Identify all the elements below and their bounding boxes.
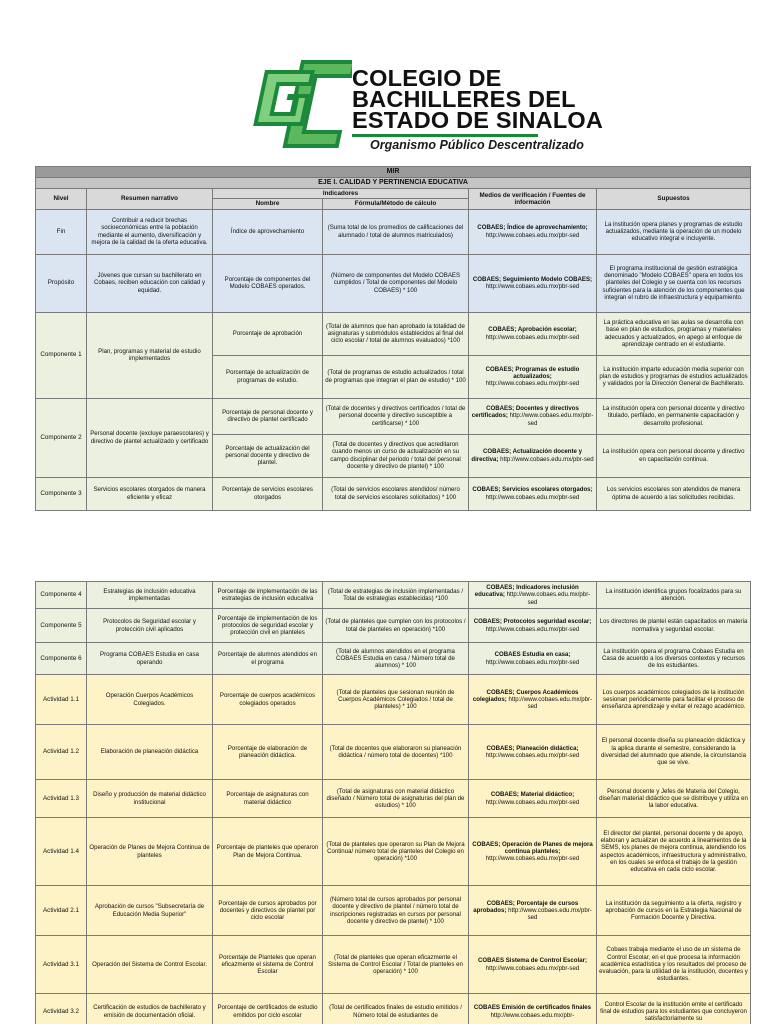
cell-resumen: Operación Cuerpos Académicos Colegiados.: [87, 675, 213, 725]
medios-source: COBAES; Material didáctico;: [490, 791, 575, 799]
medios-url: http://www.cobaes.edu.mx/pbr-sed: [485, 333, 580, 341]
medios-url: http://www.cobaes.edu.mx/pbr-sed: [485, 855, 580, 863]
cell-medios: [469, 609, 597, 643]
medios-url: http://www.cobaes.edu.mx/pbr-sed: [485, 493, 580, 501]
medios-source: COBAES; Cuerpos Académicos colegiados;: [472, 688, 579, 703]
medios-source: COBAES; Indicadores inclusión educativa;: [474, 584, 579, 599]
cell-nombre: Porcentaje de personal docente y directivo de plantel certificado: [213, 398, 323, 434]
cell-nivel: Actividad 1.3: [36, 780, 87, 818]
cell-resumen: Programa COBAES Estudia en casa operando: [87, 643, 213, 675]
table-row: [36, 886, 751, 936]
medios-url: http://www.cobaes.edu.mx/pbr-sed: [485, 625, 580, 633]
logo-wordmark: [352, 65, 604, 133]
table-row: [36, 477, 751, 510]
table-row: [36, 609, 751, 643]
cell-nombre: Porcentaje de alumnos atendidos en el programa: [213, 643, 323, 675]
cell-resumen: Operación de Planes de Mejora Continua de planteles: [87, 818, 213, 886]
medios-source: COBAES Emisión de certificados finales: [473, 1004, 592, 1012]
cell-resumen: Plan, programas y material de estudio implementados: [87, 312, 213, 398]
cell-supuestos: La institución da seguimiento a la oferta, registro y aprobación de cursos en la Estrategia Nacional de Formación Docente y Directiva.: [597, 886, 751, 936]
cell-supuestos: La institución opera con personal docente y directivo en capacitación continua.: [597, 434, 751, 477]
cell-nombre: Porcentaje de actualización del personal docente y directivo de plantel.: [213, 434, 323, 477]
medios-source: COBAES Sistema de Control Escolar;: [477, 957, 588, 965]
cell-nombre: Porcentaje de implementación de los protocolos de seguridad escolar y protección civil en planteles: [213, 609, 323, 643]
medios-url: http://www.cobaes.edu.mx/pbr-sed: [485, 231, 580, 239]
cell-nombre: Porcentaje de cuerpos académicos colegiados operados: [213, 675, 323, 725]
cell-medios: [469, 582, 597, 609]
cell-nivel: Actividad 2.1: [36, 886, 87, 936]
table-row: [36, 643, 751, 675]
table-row: [36, 675, 751, 725]
cell-resumen: Operación del Sistema de Control Escolar.: [87, 936, 213, 994]
logo-line-1: COLEGIO DE: [352, 65, 502, 91]
cell-formula: (Total de docentes y directivos certificados / total de personal docente y directivo susceptible a certificarse) * 100: [323, 398, 469, 434]
cobaes-logo-icon: [248, 56, 352, 152]
cell-medios: [469, 780, 597, 818]
cell-supuestos: El programa institucional de gestión estratégica denominado "Modelo COBAES" opera en todos los planteles del Colegio y se cuenta con los recursos suficientes para la atención de los componentes que integran el rubro de infraestructura y equipamiento.: [597, 254, 751, 312]
medios-url: http://www.cobaes.edu.mx/pbr-sed: [506, 591, 591, 606]
cell-nombre: Porcentaje de aprobación: [213, 312, 323, 355]
table-row: [36, 312, 751, 355]
cell-supuestos: La institución opera planes y programas de estudio actualizados, mediante la operación de un modelo educativo integral e incluyente.: [597, 209, 751, 254]
cell-formula: (Suma total de los promedios de calificaciones del alumnado / total de alumnos matriculados): [323, 209, 469, 254]
cell-formula: (Total de docentes y directivos que acreditaron cuando menos un curso de actualización en su campo disciplinar del periodo / total del personal docente y directivo de plantel) * 100: [323, 434, 469, 477]
cell-medios: [469, 936, 597, 994]
cell-medios: [469, 209, 597, 254]
cell-nombre: Porcentaje de certificados de estudio emitidos por ciclo escolar: [213, 994, 323, 1024]
medios-source: COBAES; Protocolos seguridad escolar;: [473, 618, 592, 626]
medios-source: COBAES; Índice de aprovechamiento;: [477, 224, 588, 232]
cell-formula: (Total de servicios escolares atendidos/ número total de servicios escolares solicitados) * 100: [323, 477, 469, 510]
cell-resumen: Jóvenes que cursan su bachillerato en Cobaes, reciben educación con calidad y equidad.: [87, 254, 213, 312]
cell-supuestos: Cobaes trabaja mediante el uso de un sistema de Control Escolar, en el que procesa la información académica estadística y los resultados del proceso de evaluación, para la utilidad de la institución, docentes y estudiantes.: [597, 936, 751, 994]
table-row: [36, 582, 751, 609]
cell-supuestos: El personal docente diseña su planeación didáctica y la aplica durante el semestre, considerando la diversidad del alumnado que atiende, la circunstancia que se vive.: [597, 725, 751, 780]
medios-source: COBAES; Seguimiento Modelo COBAES;: [472, 275, 593, 283]
cell-nombre: Porcentaje de elaboración de planeación didáctica.: [213, 725, 323, 780]
cell-formula: (Total de alumnos atendidos en el programa COBAES Estudia en casa / Número total de alumnos) * 100: [323, 643, 469, 675]
cell-medios: [469, 994, 597, 1024]
cell-medios: [469, 355, 597, 398]
cell-formula: (Total de planteles que operaron su Plan de Mejora Continua/ número total de planteles del Colegio en operación) *100: [323, 818, 469, 886]
cell-nivel: Actividad 1.4: [36, 818, 87, 886]
cell-resumen: Elaboración de planeación didáctica: [87, 725, 213, 780]
table-row: [36, 818, 751, 886]
medios-url: http://www.cobaes.edu.mx/pbr-sed: [485, 964, 580, 972]
medios-source: COBAES; Programas de estudio actualizados;: [485, 365, 580, 380]
cell-medios: [469, 312, 597, 355]
cell-nivel: Componente 6: [36, 643, 87, 675]
col-resumen: Resumen narrativo: [87, 189, 213, 210]
cell-supuestos: La institución imparte educación media superior con plan de estudios y programas de estudios actualizados y validados por la Dirección General de Bachillerato.: [597, 355, 751, 398]
col-nivel: Nivel: [36, 189, 87, 210]
cell-formula: (Total de programas de estudio actualizados / total de programas que integran el plan de estudio) * 100: [323, 355, 469, 398]
col-nombre: Nombre: [213, 199, 323, 209]
cell-medios: [469, 725, 597, 780]
medios-source: COBAES; Servicios escolares otorgados;: [472, 486, 593, 494]
cell-nombre: Porcentaje de servicios escolares otorgados: [213, 477, 323, 510]
cell-nivel: Componente 2: [36, 398, 87, 477]
table-row: [36, 725, 751, 780]
medios-url: http://www.cobaes.edu.mx/pbr-sed: [485, 380, 580, 388]
medios-source: COBAES; Docentes y directivos certificados;: [471, 405, 579, 420]
cell-medios: [469, 398, 597, 434]
medios-url: http://www.cobaes.edu.mx/pbr-sed: [500, 455, 594, 463]
cell-nombre: Porcentaje de implementación de las estrategias de inclusión educativa: [213, 582, 323, 609]
cell-formula: (Número de componentes del Modelo COBAES cumplidos / Total de componentes del Modelo COBAES) * 100: [323, 254, 469, 312]
medios-url: http://www.cobaes.edu.mx/pbr-sed: [485, 798, 580, 806]
cell-nivel: Actividad 1.2: [36, 725, 87, 780]
cell-formula: (Total de planteles que sesionan reunión de Cuerpos Académicos Colegiados / total de planteles) * 100: [323, 675, 469, 725]
logo-subtitle: Organismo Público Descentralizado: [370, 138, 584, 152]
cell-nivel: Componente 1: [36, 312, 87, 398]
cell-medios: [469, 675, 597, 725]
cell-supuestos: Personal docente y Jefes de Materia del Colegio, diseñan material didáctico que se distribuye y utiliza en la labor educativa.: [597, 780, 751, 818]
cell-nombre: Porcentaje de planteles que operaron Plan de Mejora Continua.: [213, 818, 323, 886]
medios-url: http://www.cobaes.edu.mx/pbr-sed: [485, 752, 580, 759]
table-row: [36, 994, 751, 1024]
cell-nombre: Porcentaje de actualización de programas de estudio.: [213, 355, 323, 398]
cell-resumen: Servicios escolares otorgados de manera eficiente y eficaz: [87, 477, 213, 510]
cell-supuestos: Los servicios escolares son atendidos de manera óptima de acuerdo a las solicitudes recibidas.: [597, 477, 751, 510]
cell-supuestos: La institución opera el programa Cobaes Estudia en Casa de acuerdo a los diversos contextos y recursos de los estudiantes.: [597, 643, 751, 675]
cell-nombre: Porcentaje de componentes del Modelo COBAES operados.: [213, 254, 323, 312]
cell-formula: (Total de alumnos que han aprobado la totalidad de asignaturas y submódulos establecidos al final del ciclo escolar / total de alumnos evaluados) *100: [323, 312, 469, 355]
page-header: [0, 50, 768, 160]
medios-url: http://www.cobaes.edu.mx/pbr-sed: [485, 283, 580, 291]
medios-url: http://www.cobaes.edu.mx/pbr-sed: [509, 412, 594, 427]
cell-nivel: Actividad 1.1: [36, 675, 87, 725]
cell-supuestos: Los directores de plantel están capacitados en materia normativa y seguridad escolar.: [597, 609, 751, 643]
cell-resumen: Estrategias de inclusión educativa implementadas: [87, 582, 213, 609]
cell-medios: [469, 434, 597, 477]
cell-formula: (Total de planteles que cumplen con los protocolos / total de planteles en operación) *100: [323, 609, 469, 643]
table-row: [36, 209, 751, 254]
logo-line-2: BACHILLERES DEL: [352, 86, 576, 112]
table-row: [36, 254, 751, 312]
medios-source: COBAES; Operación de Planes de mejora continua planteles;: [472, 840, 593, 855]
logo-divider: [352, 134, 538, 137]
col-medios: Medios de verificación / Fuentes de información: [469, 189, 597, 210]
cell-medios: [469, 818, 597, 886]
cell-resumen: Personal docente (excluye paraescolares) y directivo de plantel actualizado y certificado: [87, 398, 213, 477]
table-row: [36, 780, 751, 818]
cell-medios: [469, 886, 597, 936]
medios-url: http://www.cobaes.edu.mx/pbr-sed: [485, 658, 580, 666]
cell-medios: [469, 643, 597, 675]
col-indicadores: Indicadores: [213, 189, 469, 199]
col-formula: Fórmula/Método de cálculo: [323, 199, 469, 209]
cell-nivel: Fin: [36, 209, 87, 254]
cell-formula: (Total de estrategias de inclusión implementadas / Total de estrategias establecidas) *100: [323, 582, 469, 609]
medios-source: COBAES Estudia en casa;: [494, 651, 571, 659]
cell-nombre: Índice de aprovechamiento: [213, 209, 323, 254]
cell-supuestos: Control Escolar de la institución emite el certificado final de estudios para los estudiantes que concluyeron satisfactoriamente su: [597, 994, 751, 1024]
medios-url: http://www.cobaes.edu.mx/pbr-sed: [508, 906, 592, 922]
cell-nombre: Porcentaje de Planteles que operan eficazmente el sistema de Control Escolar: [213, 936, 323, 994]
cell-medios: [469, 254, 597, 312]
medios-url: http://www.cobaes.edu.mx/pbr-sed: [508, 695, 593, 711]
cell-resumen: Diseño y producción de material didáctico institucional: [87, 780, 213, 818]
medios-source: COBAES; Aprobación escolar;: [488, 326, 577, 334]
medios-url: http://www.cobaes.edu.mx/pbr-: [490, 1011, 575, 1019]
cell-formula: (Número total de cursos aprobados por personal docente y directivo de plantel / número total de inscripciones registradas en cursos por personal docente y directivo de plantel) * 100: [323, 886, 469, 936]
medios-source: COBAES; Planeación didáctica;: [486, 744, 579, 752]
cell-formula: (Total de planteles que operan eficazmente el Sistema de Control Escolar / Total de planteles en operación) * 100: [323, 936, 469, 994]
cell-supuestos: Los cuerpos académicos colegiados de la institución sesionan periódicamente para facilitar el proceso de enseñanza aprendizaje y evitar el rezago académico.: [597, 675, 751, 725]
cell-medios: [469, 477, 597, 510]
cell-supuestos: La institución identifica grupos focalizados para su atención.: [597, 582, 751, 609]
medios-source: COBAES; Porcentaje de cursos aprobados;: [473, 899, 579, 914]
cell-formula: (Total de certificados finales de estudio emitidos / Número total de estudiantes de: [323, 994, 469, 1024]
cell-supuestos: El director del plantel, personal docente y de apoyo, elaboran y actualizan de acuerdo a lineamientos de la SEMS, los planes de mejora continua, atendiendo los aspectos académicos, infraestructura y administrativo, en los cuales se enfoca el trabajo de la gestión educativa en cada ciclo escolar.: [597, 818, 751, 886]
cell-nombre: Porcentaje de asignaturas con material didáctico: [213, 780, 323, 818]
cell-nivel: Componente 5: [36, 609, 87, 643]
mir-table-part-2: [35, 581, 751, 1024]
medios-source: COBAES; Actualización docente y directiva;: [471, 448, 582, 463]
cell-nivel: Actividad 3.2: [36, 994, 87, 1024]
cell-resumen: Aprobación de cursos "Subsecretaría de Educación Media Superior": [87, 886, 213, 936]
cell-nombre: Porcentaje de cursos aprobados por docentes y directivos de plantel por ciclo escolar: [213, 886, 323, 936]
table-row: [36, 398, 751, 434]
cell-nivel: Propósito: [36, 254, 87, 312]
logo-line-3: ESTADO DE SINALOA: [352, 107, 604, 133]
cell-formula: (Total de asignaturas con material didáctico diseñado / Número total de asignaturas del plan de estudios) * 100: [323, 780, 469, 818]
cell-nivel: Componente 3: [36, 477, 87, 510]
cell-resumen: Protocolos de Seguridad escolar y protección civil aplicados: [87, 609, 213, 643]
cell-supuestos: La institución opera con personal docente y directivo titulado, perfilado, en permanente capacitación y desarrollo profesional.: [597, 398, 751, 434]
cell-formula: (Total de docentes que elaboraron su planeación didáctica / número total de docentes) *100: [323, 725, 469, 780]
cell-supuestos: La práctica educativa en las aulas se desarrolla con base en plan de estudios, programas y materiales adecuados y actualizados, en apego al enfoque de aprendizaje centrado en el estudiante.: [597, 312, 751, 355]
cell-nivel: Actividad 3.1: [36, 936, 87, 994]
mir-table-part-1: [35, 166, 751, 511]
cell-nivel: Componente 4: [36, 582, 87, 609]
col-supuestos: Supuestos: [597, 189, 751, 210]
table-title: MIR: [36, 167, 751, 178]
cell-resumen: Certificación de estudios de bachillerato y emisión de documentación oficial.: [87, 994, 213, 1024]
table-eje: EJE I. CALIDAD Y PERTINENCIA EDUCATIVA: [36, 178, 751, 189]
cell-resumen: Contribuir a reducir brechas socioeconómicas entre la población mediante el aumento, diversificación y mejora de la calidad de la oferta educativa.: [87, 209, 213, 254]
table-row: [36, 936, 751, 994]
